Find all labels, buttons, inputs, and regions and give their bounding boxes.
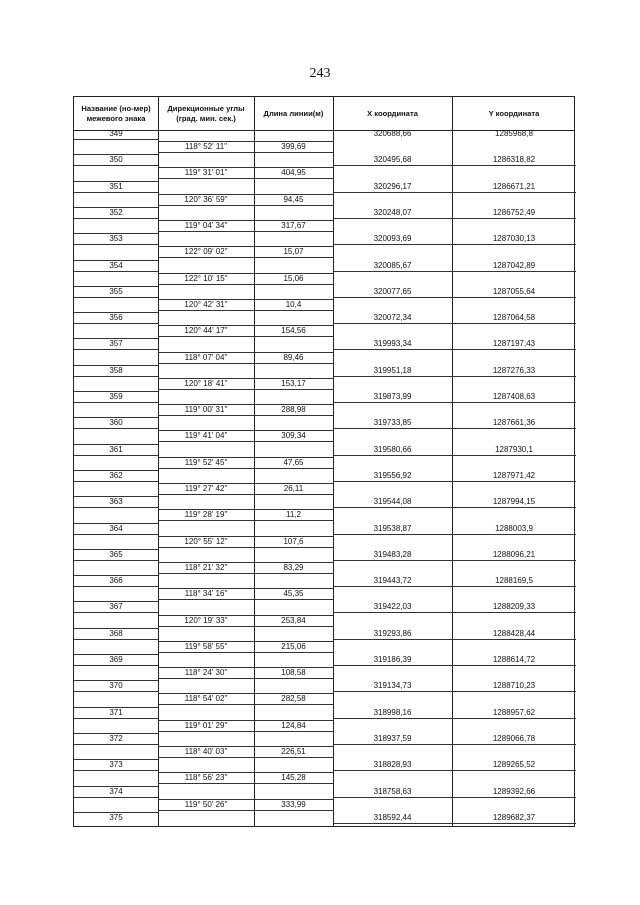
line-length: 309,34 <box>281 431 306 441</box>
y-coordinate: 1289066,78 <box>492 733 536 743</box>
row-divider <box>158 299 333 300</box>
direction-angle: 122° 09' 02" <box>184 247 228 257</box>
row-divider <box>74 586 158 587</box>
row-divider <box>74 323 158 324</box>
x-coordinate: 319733,85 <box>373 418 412 428</box>
row-divider <box>74 665 158 666</box>
row-divider <box>74 271 158 272</box>
direction-angle: 119° 28' 19" <box>184 510 228 520</box>
row-divider <box>74 349 158 350</box>
y-coordinate: 1286671,21 <box>492 181 536 191</box>
x-coordinate: 318592,44 <box>373 812 412 822</box>
header-name: Название (но-мер) межевого знака <box>81 104 151 123</box>
row-divider <box>333 402 576 403</box>
x-coordinate: 319538,87 <box>373 523 412 533</box>
direction-angle: 118° 07' 04" <box>184 352 228 362</box>
line-length: 89,46 <box>283 352 304 362</box>
row-divider <box>333 297 576 298</box>
point-name: 351 <box>109 181 123 191</box>
row-divider <box>74 628 158 629</box>
point-name: 368 <box>109 628 123 638</box>
direction-angle: 120° 18' 41" <box>184 378 228 388</box>
y-coordinate: 1287971,42 <box>492 470 536 480</box>
y-coordinate: 1287042,89 <box>492 260 536 270</box>
point-name: 369 <box>109 655 123 664</box>
page-number: 243 <box>309 66 331 81</box>
row-divider <box>74 601 158 602</box>
row-divider <box>74 286 158 287</box>
row-divider <box>74 639 158 640</box>
point-name: 360 <box>109 418 123 428</box>
direction-angle: 118° 40' 03" <box>184 747 228 757</box>
row-divider <box>158 363 333 364</box>
direction-angle: 118° 56' 23" <box>184 773 228 783</box>
direction-angle: 119° 04' 34" <box>184 221 228 231</box>
row-divider <box>158 588 333 589</box>
point-name: 350 <box>109 155 123 165</box>
row-divider <box>158 178 333 179</box>
row-divider <box>74 244 158 245</box>
y-coordinate: 1287994,15 <box>492 497 536 507</box>
direction-angle: 119° 27' 42" <box>184 484 228 494</box>
row-divider <box>333 481 576 482</box>
x-coordinate: 319544,08 <box>373 497 412 507</box>
direction-angle: 119° 00' 31" <box>184 405 228 415</box>
row-divider <box>74 549 158 550</box>
row-divider <box>158 746 333 747</box>
x-coordinate: 320688,66 <box>373 129 412 138</box>
direction-angle: 119° 50' 26" <box>184 799 228 809</box>
line-length: 15,06 <box>283 273 304 283</box>
row-divider <box>158 626 333 627</box>
row-divider <box>158 468 333 469</box>
line-length: 153,17 <box>281 378 306 388</box>
row-divider <box>74 733 158 734</box>
row-divider <box>158 520 333 521</box>
row-divider <box>74 718 158 719</box>
x-coordinate: 320085,67 <box>373 260 412 270</box>
row-divider <box>74 759 158 760</box>
row-divider <box>333 612 576 613</box>
row-divider <box>74 312 158 313</box>
row-divider <box>74 192 158 193</box>
row-divider <box>158 167 333 168</box>
y-coordinate: 1289265,52 <box>492 760 536 770</box>
x-coordinate: 318828,93 <box>373 760 412 770</box>
x-coordinate: 318937,59 <box>373 733 412 743</box>
row-divider <box>74 428 158 429</box>
row-divider <box>333 744 576 745</box>
line-length: 107,6 <box>283 536 304 546</box>
line-length: 282,58 <box>281 694 306 704</box>
line-length: 215,06 <box>281 641 306 651</box>
row-divider <box>74 181 158 182</box>
row-divider <box>158 641 333 642</box>
y-coordinate: 1287661,36 <box>492 418 536 428</box>
x-coordinate: 319993,34 <box>373 339 412 349</box>
row-divider <box>158 378 333 379</box>
row-divider <box>74 575 158 576</box>
line-length: 253,84 <box>281 615 306 625</box>
y-coordinate: 1289392,66 <box>492 786 536 796</box>
row-divider <box>333 639 576 640</box>
row-divider <box>158 599 333 600</box>
point-name: 366 <box>109 576 123 586</box>
y-coordinate: 1287930,1 <box>495 444 533 454</box>
row-divider <box>158 257 333 258</box>
y-coordinate: 1288710,23 <box>492 681 536 691</box>
header-length: Длина линии(м) <box>263 108 324 118</box>
row-divider <box>333 718 576 719</box>
row-divider <box>158 284 333 285</box>
row-divider <box>333 770 576 771</box>
row-divider <box>158 810 333 811</box>
direction-angle: 119° 31' 01" <box>184 168 228 178</box>
row-divider <box>333 455 576 456</box>
point-name: 356 <box>109 313 123 323</box>
x-coordinate: 320248,07 <box>373 207 412 217</box>
point-name: 353 <box>109 234 123 244</box>
row-divider <box>74 707 158 708</box>
line-length: 124,84 <box>281 720 306 730</box>
x-coordinate: 319951,18 <box>373 365 412 375</box>
direction-angle: 118° 52' 11" <box>185 142 227 152</box>
y-coordinate: 1287408,63 <box>492 392 536 401</box>
y-coordinate: 1288003,9 <box>495 523 533 533</box>
row-divider <box>158 310 333 311</box>
row-divider <box>158 231 333 232</box>
row-divider <box>74 233 158 234</box>
row-divider <box>158 783 333 784</box>
row-divider <box>333 192 576 193</box>
row-divider <box>158 205 333 206</box>
line-length: 404,95 <box>281 168 306 178</box>
x-coordinate: 319422,03 <box>373 602 412 612</box>
row-divider <box>74 391 158 392</box>
row-divider <box>74 654 158 655</box>
row-divider <box>158 731 333 732</box>
point-name: 371 <box>109 707 123 717</box>
row-divider <box>158 152 333 153</box>
row-divider <box>158 509 333 510</box>
row-divider <box>74 470 158 471</box>
row-divider <box>158 220 333 221</box>
y-coordinate: 1289682,37 <box>492 812 536 822</box>
direction-angle: 119° 41' 04" <box>184 431 228 441</box>
point-name: 367 <box>109 602 123 612</box>
y-coordinate: 1288096,21 <box>492 549 536 559</box>
row-divider <box>158 693 333 694</box>
row-divider <box>333 507 576 508</box>
point-name: 362 <box>109 470 123 480</box>
row-divider <box>333 376 576 377</box>
row-divider <box>158 441 333 442</box>
y-coordinate: 1286318,82 <box>492 155 536 165</box>
row-divider <box>74 797 158 798</box>
line-length: 108,58 <box>281 668 306 678</box>
row-divider <box>333 665 576 666</box>
point-name: 355 <box>109 286 123 296</box>
row-divider <box>74 365 158 366</box>
row-divider <box>158 194 333 195</box>
direction-angle: 118° 21' 32" <box>184 562 228 572</box>
x-coordinate: 319186,39 <box>373 655 412 664</box>
row-divider <box>74 376 158 377</box>
row-divider <box>74 507 158 508</box>
row-divider <box>158 772 333 773</box>
y-coordinate: 1285968,8 <box>495 129 533 138</box>
line-length: 26,11 <box>283 484 304 494</box>
line-length: 145,28 <box>281 773 306 783</box>
row-divider <box>158 336 333 337</box>
row-divider <box>74 523 158 524</box>
row-divider <box>158 141 333 142</box>
direction-angle: 119° 52' 45" <box>184 457 228 467</box>
point-name: 359 <box>109 392 123 401</box>
point-name: 354 <box>109 260 123 270</box>
x-coordinate: 319293,86 <box>373 628 412 638</box>
row-divider <box>74 680 158 681</box>
row-divider <box>74 496 158 497</box>
point-name: 361 <box>109 444 123 454</box>
row-divider <box>158 615 333 616</box>
row-divider <box>74 218 158 219</box>
direction-angle: 120° 36' 59" <box>184 194 228 204</box>
row-divider <box>158 720 333 721</box>
x-coordinate: 320077,65 <box>373 286 412 296</box>
x-coordinate: 320296,17 <box>373 181 412 191</box>
row-divider <box>333 244 576 245</box>
line-length: 333,99 <box>281 799 306 809</box>
x-coordinate: 320495,68 <box>373 155 412 165</box>
y-coordinate: 1288169,5 <box>495 576 533 586</box>
point-name: 352 <box>109 207 123 217</box>
x-coordinate: 318998,16 <box>373 707 412 717</box>
row-divider <box>333 271 576 272</box>
x-coordinate: 319134,73 <box>373 681 412 691</box>
row-divider <box>158 415 333 416</box>
row-divider <box>74 207 158 208</box>
line-length: 154,56 <box>281 326 306 336</box>
row-divider <box>333 534 576 535</box>
row-divider <box>158 246 333 247</box>
row-divider <box>333 165 576 166</box>
row-divider <box>158 667 333 668</box>
point-name: 364 <box>109 523 123 533</box>
header-y: Y координата <box>488 108 540 118</box>
row-divider <box>333 349 576 350</box>
row-divider <box>158 494 333 495</box>
row-divider <box>74 417 158 418</box>
direction-angle: 120° 19' 33" <box>184 615 228 625</box>
point-name: 374 <box>109 786 123 796</box>
row-divider <box>333 823 576 824</box>
point-name: 357 <box>109 339 123 349</box>
y-coordinate: 1287030,13 <box>492 234 536 244</box>
row-divider <box>158 483 333 484</box>
row-divider <box>74 691 158 692</box>
row-divider <box>333 323 576 324</box>
row-divider <box>74 402 158 403</box>
row-divider <box>158 799 333 800</box>
y-coordinate: 1287055,64 <box>492 286 536 296</box>
row-divider <box>333 560 576 561</box>
coordinates-table <box>73 96 575 827</box>
line-length: 317,67 <box>281 221 306 231</box>
row-divider <box>158 678 333 679</box>
point-name: 349 <box>109 129 123 138</box>
row-divider <box>74 455 158 456</box>
row-divider <box>158 273 333 274</box>
row-divider <box>333 797 576 798</box>
line-length: 399,69 <box>281 142 306 152</box>
row-divider <box>158 430 333 431</box>
line-length: 94,45 <box>283 194 304 204</box>
direction-angle: 120° 44' 17" <box>184 326 228 336</box>
header-x: X координата <box>367 108 418 118</box>
row-divider <box>74 338 158 339</box>
row-divider <box>74 534 158 535</box>
row-divider <box>333 218 576 219</box>
row-divider <box>74 560 158 561</box>
point-name: 375 <box>109 812 123 822</box>
x-coordinate: 319873,99 <box>373 392 412 401</box>
row-divider <box>74 139 158 140</box>
row-divider <box>74 154 158 155</box>
row-divider <box>158 325 333 326</box>
point-name: 365 <box>109 549 123 559</box>
direction-angle: 119° 01' 29" <box>184 720 228 730</box>
point-name: 370 <box>109 681 123 691</box>
row-divider <box>158 704 333 705</box>
row-divider <box>158 457 333 458</box>
row-divider <box>74 744 158 745</box>
row-divider <box>74 444 158 445</box>
direction-angle: 120° 55' 12" <box>184 536 228 546</box>
y-coordinate: 1288209,33 <box>492 602 536 612</box>
row-divider <box>158 536 333 537</box>
direction-angle: 118° 34' 16" <box>184 589 228 599</box>
line-length: 83,29 <box>283 562 304 572</box>
row-divider <box>74 481 158 482</box>
y-coordinate: 1288957,62 <box>492 707 536 717</box>
x-coordinate: 319443,72 <box>373 576 412 586</box>
direction-angle: 118° 54' 02" <box>184 694 228 704</box>
point-name: 372 <box>109 733 123 743</box>
row-divider <box>158 404 333 405</box>
row-divider <box>74 612 158 613</box>
y-coordinate: 1287276,33 <box>492 365 536 375</box>
y-coordinate: 1288428,44 <box>492 628 536 638</box>
line-length: 11,2 <box>286 510 301 520</box>
y-coordinate: 1286752,49 <box>492 207 536 217</box>
header-angle: Дирекционные углы (град. мин. сек.) <box>167 104 245 123</box>
row-divider <box>158 389 333 390</box>
row-divider <box>158 573 333 574</box>
line-length: 288,98 <box>281 405 306 415</box>
row-divider <box>74 770 158 771</box>
y-coordinate: 1287064,58 <box>492 313 536 323</box>
point-name: 373 <box>109 760 123 770</box>
row-divider <box>74 786 158 787</box>
row-divider <box>158 352 333 353</box>
x-coordinate: 318758,63 <box>373 786 412 796</box>
line-length: 10,4 <box>285 299 302 309</box>
y-coordinate: 1288614,72 <box>492 655 536 664</box>
row-divider <box>158 547 333 548</box>
x-coordinate: 319556,92 <box>373 470 412 480</box>
y-coordinate: 1287197,43 <box>492 339 536 349</box>
line-length: 15,07 <box>283 247 304 257</box>
direction-angle: 119° 58' 55" <box>184 641 228 651</box>
direction-angle: 122° 10' 15" <box>184 273 228 283</box>
point-name: 363 <box>109 497 123 507</box>
line-length: 226,51 <box>281 747 306 757</box>
row-divider <box>158 652 333 653</box>
line-length: 45,35 <box>283 589 304 599</box>
row-divider <box>74 297 158 298</box>
row-divider <box>74 812 158 813</box>
x-coordinate: 320072,34 <box>373 313 412 323</box>
line-length: 47,65 <box>283 457 304 467</box>
direction-angle: 118° 24' 30" <box>184 668 228 678</box>
point-name: 358 <box>109 365 123 375</box>
row-divider <box>74 260 158 261</box>
row-divider <box>158 757 333 758</box>
row-divider <box>333 428 576 429</box>
row-divider <box>158 562 333 563</box>
direction-angle: 120° 42' 31" <box>184 299 228 309</box>
row-divider <box>74 165 158 166</box>
x-coordinate: 319483,28 <box>373 549 412 559</box>
row-divider <box>333 586 576 587</box>
x-coordinate: 319580,66 <box>373 444 412 454</box>
x-coordinate: 320093,69 <box>373 234 412 244</box>
row-divider <box>333 691 576 692</box>
